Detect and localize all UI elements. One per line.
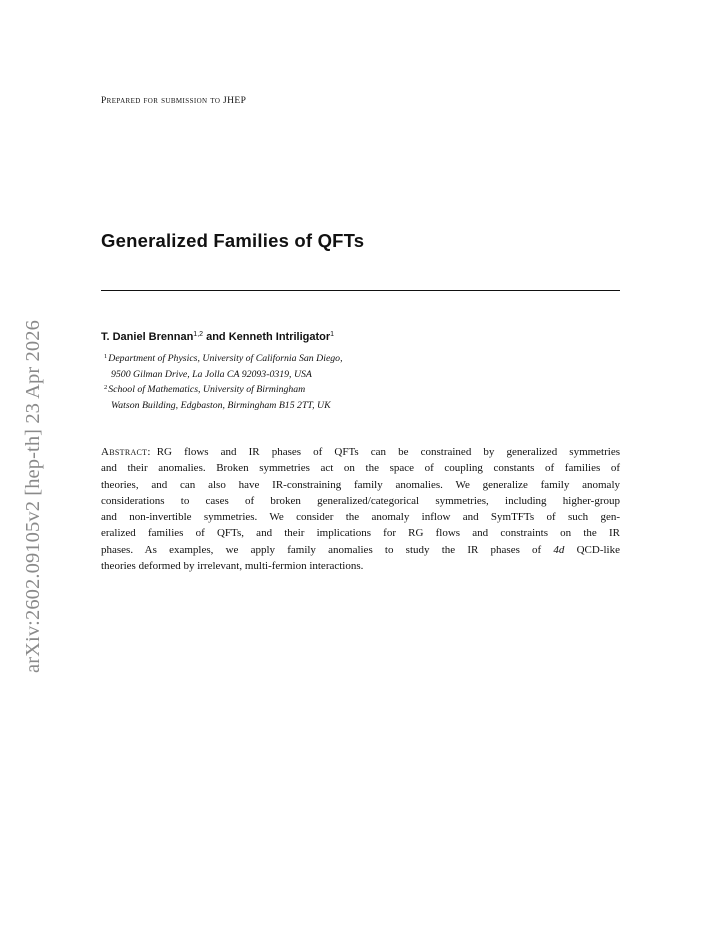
abstract-line: and their anomalies. Broken symmetries act on the space of coupling constants of families of	[101, 462, 620, 475]
arxiv-identifier-stamp: arXiv:2602.09105v2 [hep-th] 23 Apr 2026	[22, 320, 44, 673]
author-affiliation-mark: 1,2	[193, 331, 204, 338]
paper-title: Generalized Families of QFTs	[101, 230, 365, 251]
math-dimension: 4d	[553, 543, 565, 556]
author-name: T. Daniel Brennan	[101, 331, 194, 343]
abstract-line: theories, and can also have IR-constraining family anomalies. We generalize family anomaly	[101, 478, 620, 491]
affiliation-mark: 2	[104, 383, 108, 391]
abstract	[101, 444, 620, 574]
affiliation-mark: 1	[104, 352, 108, 360]
affiliation-text: Department of Physics, University of California San Diego,	[108, 353, 343, 364]
author-conjunction: and	[203, 331, 229, 343]
affiliation-line	[104, 351, 343, 367]
abstract-line: eralized families of QFTs, and their implications for RG flows and constraints on the IR	[101, 527, 620, 540]
abstract-label: Abstract:	[101, 446, 151, 458]
affiliation-address: Watson Building, Edgbaston, Birmingham B15 2TT, UK	[111, 399, 331, 411]
title-divider	[101, 290, 620, 291]
affiliation-address: 9500 Gilman Drive, La Jolla CA 92093-0319, USA	[111, 368, 312, 380]
author-name: Kenneth Intriligator	[228, 331, 331, 343]
affiliation-line	[104, 382, 343, 398]
abstract-line: theories deformed by irrelevant, multi-fermion interactions.	[101, 560, 364, 573]
affiliation-text: School of Mathematics, University of Birmingham	[108, 384, 306, 395]
abstract-line: phases. As examples, we apply family anomalies to study the IR phases of 4d QCD-like	[101, 543, 620, 556]
affiliation-list	[104, 351, 343, 413]
author-affiliation-mark: 1	[330, 331, 335, 338]
abstract-line: considerations to cases of broken generalized/categorical symmetries, including higher-group	[101, 494, 620, 507]
author-list	[101, 331, 334, 343]
abstract-line: and non-invertible symmetries. We consider the anomaly inflow and SymTFTs of such gen-	[101, 511, 620, 524]
abstract-line: Abstract: RG flows and IR phases of QFTs can be constrained by generalized symmetries	[101, 446, 620, 458]
journal-note: Prepared for submission to JHEP	[101, 96, 247, 106]
